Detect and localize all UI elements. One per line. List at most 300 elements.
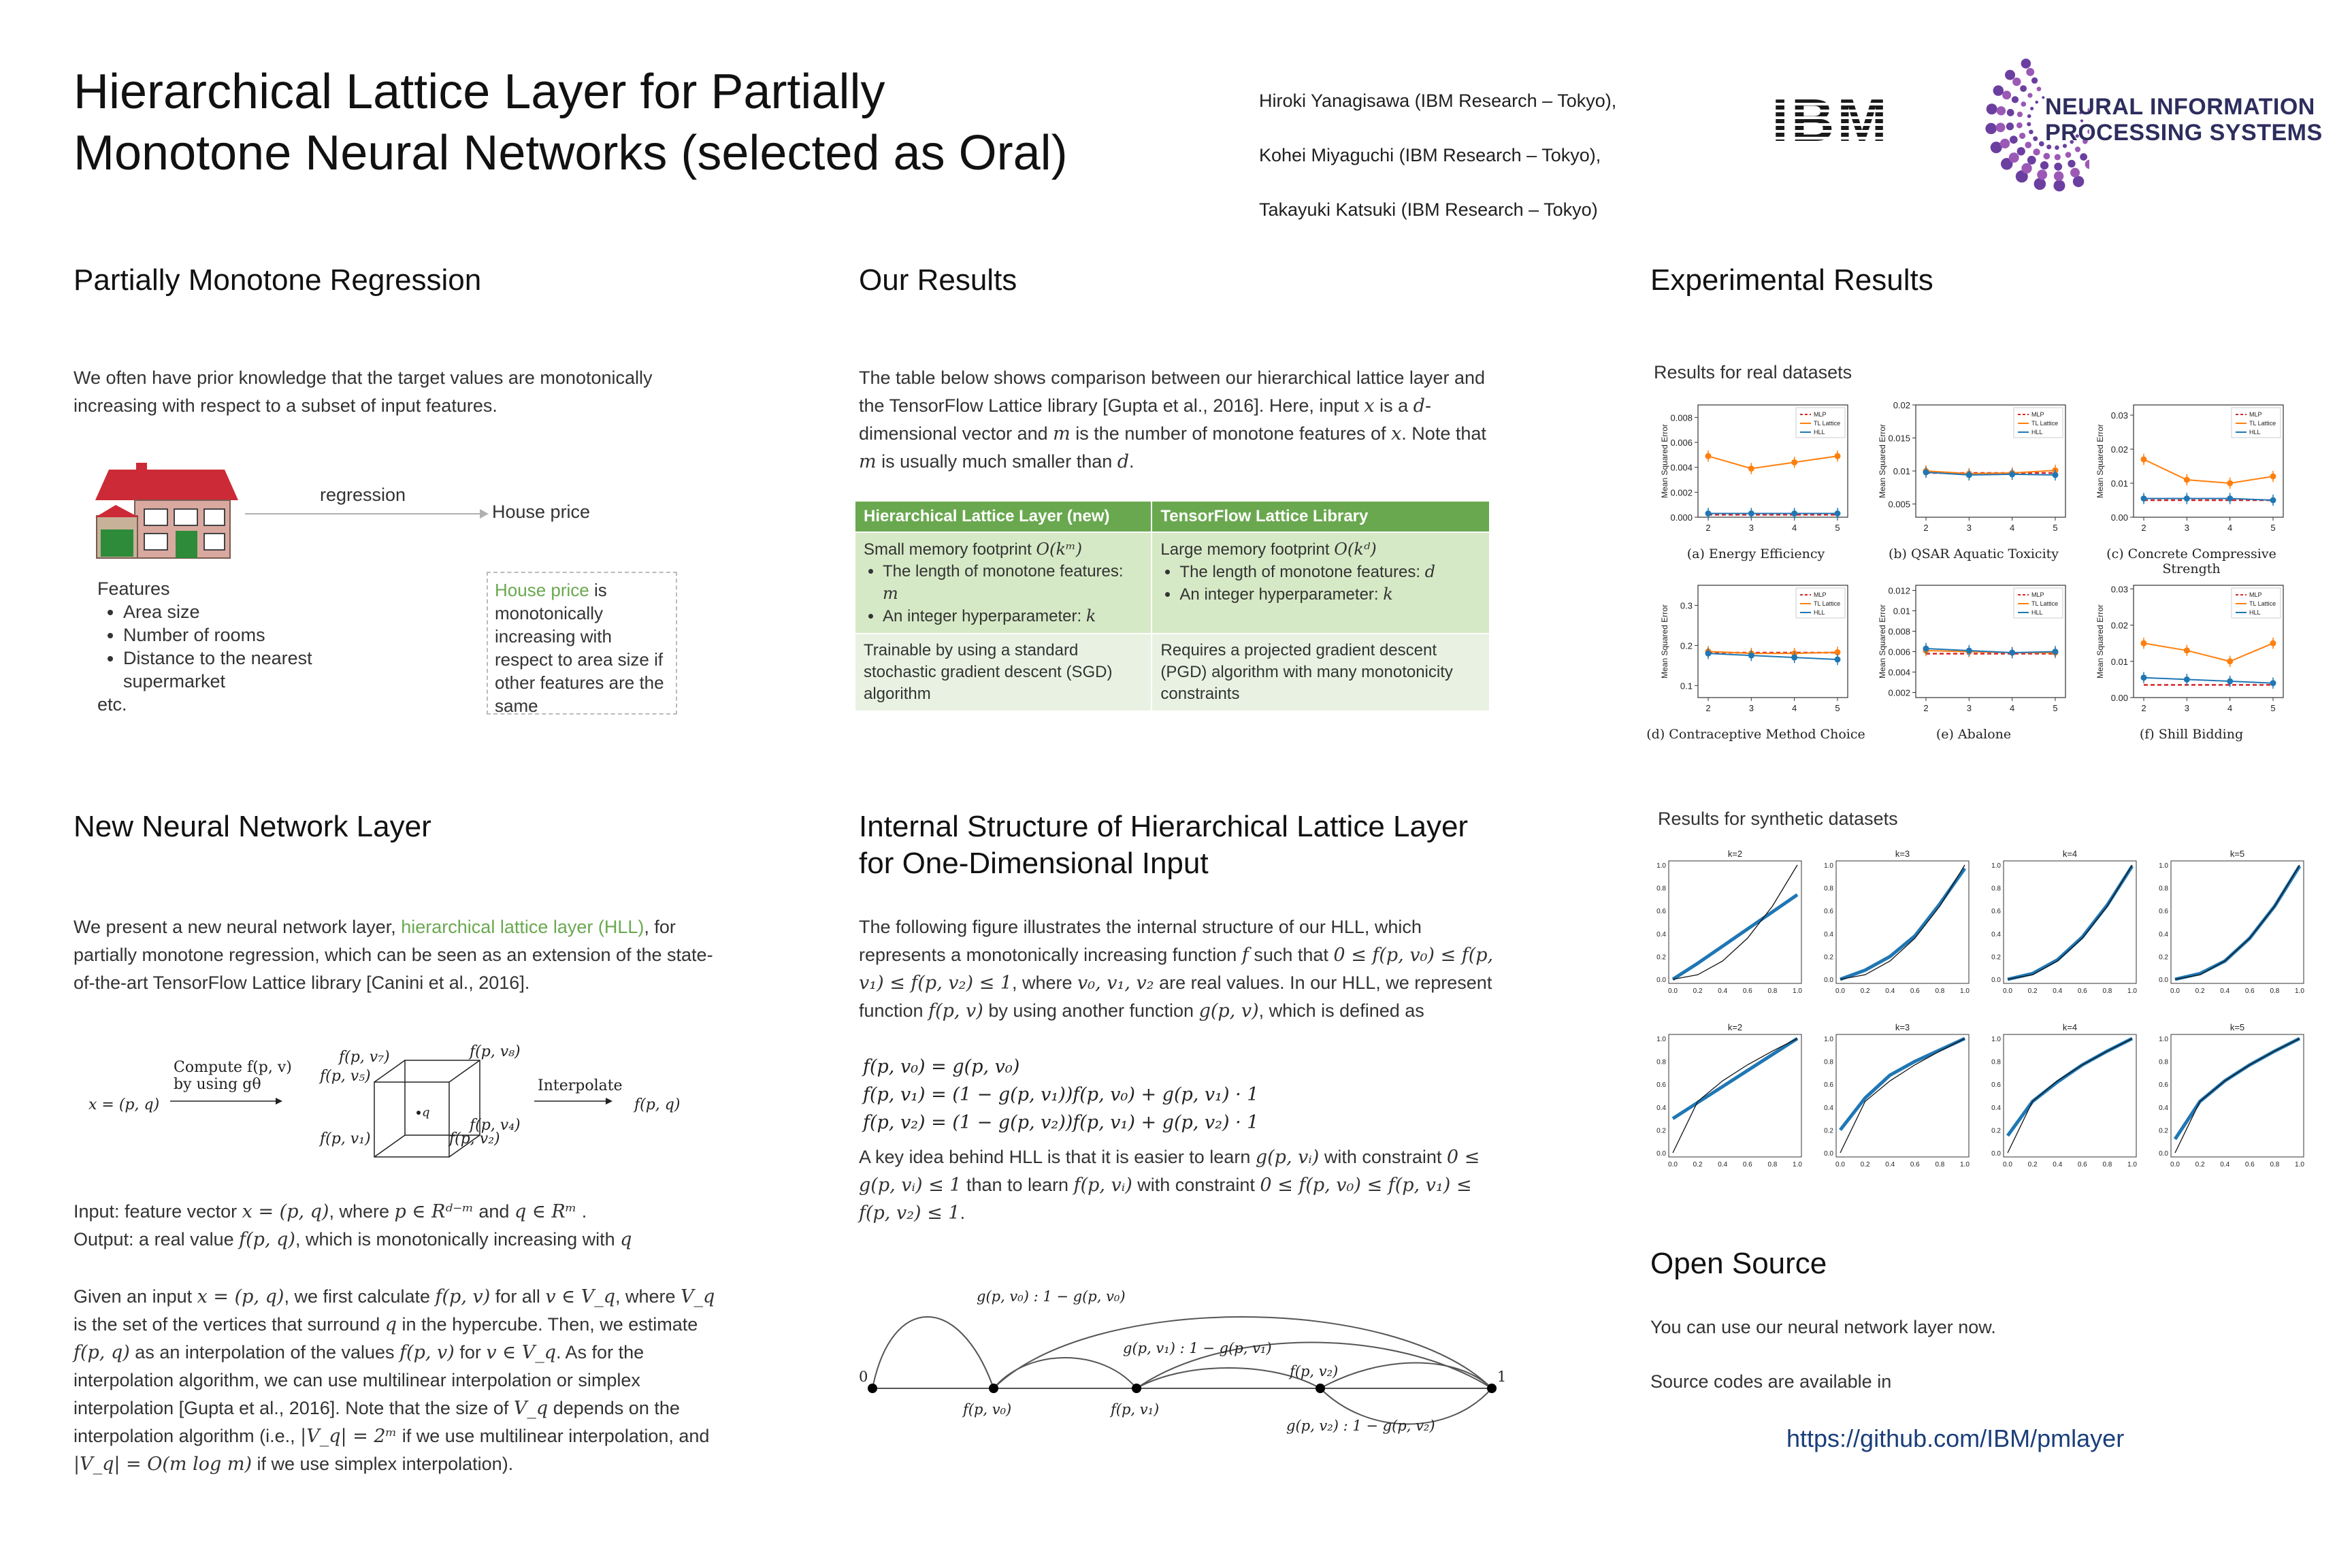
i2-d: with constraint (1132, 1175, 1260, 1195)
open-source-line1: You can use our neural network layer now. (1650, 1317, 1996, 1337)
x-tick-label: 0.0 (2170, 987, 2180, 995)
i2-b: with constraint (1319, 1147, 1447, 1167)
chart-caption: (a) Energy Efficiency (1686, 546, 1825, 561)
github-link[interactable]: https://github.com/IBM/pmlayer (1786, 1424, 2125, 1452)
g-l: if we use simplex interpolation). (252, 1454, 514, 1474)
data-point (2184, 676, 2190, 683)
x-tick-label: 0.6 (2244, 1161, 2255, 1169)
i2-m3: f(p, vᵢ) (1073, 1175, 1132, 1196)
g-k: if we use multilinear interpolation, and (397, 1426, 710, 1446)
chart-caption: (b) QSAR Aquatic Toxicity (1888, 546, 2059, 561)
data-point (1791, 459, 1797, 466)
neurips-dot (2006, 122, 2014, 130)
legend-entry: TL Lattice (2249, 420, 2276, 427)
subplot-title: k=2 (1727, 849, 1743, 859)
data-point (2270, 474, 2276, 480)
x-tick-label: 0.6 (1910, 987, 1920, 995)
plot-frame (1669, 861, 1801, 983)
diagram-v1: f(p, v₁) (320, 1130, 371, 1147)
c2-b2m: k (1383, 585, 1393, 604)
synthetic-chart (1814, 847, 1976, 1007)
pmr-body: We often have prior knowledge that the target values are monotonically increasing with respect to a subset of input features. (74, 368, 653, 416)
data-point (1966, 648, 1972, 654)
legend-entry: MLP (1814, 591, 1827, 598)
neurips-dot (2035, 101, 2038, 104)
c1-b1m: m (883, 584, 898, 603)
y-tick-label: 1.0 (1991, 1036, 2001, 1043)
hypercube-diagram (82, 1041, 708, 1164)
g-m5: q (385, 1314, 397, 1335)
x-tick-label: 0.6 (2077, 1161, 2087, 1169)
y-tick-label: 0.8 (1824, 885, 1833, 893)
y-tick-label: 0.00 (2110, 693, 2128, 703)
x-tick-label: 0.8 (1935, 1161, 1945, 1169)
fig-ratio-0: g(p, v₀) : 1 − g(p, v₀) (977, 1288, 1126, 1305)
input-line (74, 1198, 720, 1226)
table-cell-tfl-memory (1152, 532, 1490, 634)
y-axis-label: Mean Squared Error (1660, 604, 1669, 679)
legend-entry: TL Lattice (2031, 420, 2059, 427)
y-tick-label: 0.2 (2159, 1127, 2168, 1135)
x-tick-label: 0.2 (2027, 1161, 2038, 1169)
neurips-dot (1996, 122, 2006, 132)
x-tick-label: 5 (2053, 703, 2058, 713)
y-tick-label: 0.4 (2159, 1104, 2168, 1112)
x-tick-label: 0.8 (2270, 987, 2280, 995)
g-m9: V_q (513, 1398, 549, 1419)
neurips-dot (2031, 78, 2038, 84)
g-g: as an interpolation of the values (129, 1342, 400, 1362)
c1-math: O(kᵐ) (1036, 540, 1083, 559)
y-tick-label: 0.002 (1670, 487, 1693, 498)
chart-caption: (d) Contraceptive Method Choice (1646, 727, 1865, 742)
y-tick-label: 0.8 (1991, 1058, 2001, 1066)
y-tick-label: 0.0 (2159, 1150, 2168, 1158)
equation-3: f(p, v₂) = (1 − g(p, v₂))f(p, v₁) + g(p, v₂) · 1 (863, 1112, 1259, 1133)
x-tick-label: 0.8 (1935, 987, 1945, 995)
g-m11: |V_q| = O(m log m) (74, 1454, 252, 1475)
note-green: House price (495, 580, 589, 600)
y-tick-label: 0.2 (2159, 953, 2168, 962)
y-tick-label: 0.03 (2110, 584, 2128, 595)
y-tick-label: 0.0 (1991, 977, 2001, 984)
y-tick-label: 1.0 (2159, 862, 2168, 870)
neurips-dot (2065, 152, 2072, 158)
table-cell-hll-training: Trainable by using a standard stochastic gradient descent (SGD) algorithm (855, 634, 1152, 711)
y-tick-label: 0.0 (2159, 977, 2168, 984)
g-m4: V_q (681, 1286, 715, 1307)
results-heading: Our Results (859, 263, 1017, 297)
rb-c: -dimensional vector and (859, 395, 1431, 444)
diagram-x-eq: x = (p, q) (88, 1096, 160, 1113)
x-tick-label: 1.0 (2127, 987, 2137, 995)
subplot-title: k=5 (2230, 1022, 2245, 1032)
neurips-logo-text: NEURAL INFORMATION PROCESSING SYSTEMS (2045, 94, 2323, 146)
legend-entry: MLP (2249, 411, 2262, 418)
input-d: . (576, 1201, 587, 1222)
input-b: , where (329, 1201, 395, 1222)
table-cell-hll-memory (855, 532, 1152, 634)
x-tick-label: 0.4 (1718, 987, 1728, 995)
x-tick-label: 0.0 (1835, 1161, 1845, 1169)
neurips-dot (2017, 112, 2023, 117)
y-tick-label: 0.000 (1670, 512, 1693, 523)
x-tick-label: 1.0 (2295, 1161, 2304, 1169)
y-tick-label: 0.004 (1888, 667, 1910, 678)
x-tick-label: 0.8 (2102, 1161, 2112, 1169)
legend-entry: HLL (2031, 609, 2043, 616)
regression-arrow (245, 504, 490, 524)
internal-p2 (859, 1143, 1495, 1227)
internal-heading: Internal Structure of Hierarchical Lattice Layer for One-Dimensional Input (859, 810, 1469, 880)
features-list (97, 600, 322, 693)
y-tick-label: 0.2 (1991, 1127, 2001, 1135)
neurips-dot (2070, 168, 2080, 178)
y-tick-label: 0.4 (1656, 930, 1666, 938)
plot-frame (1836, 1034, 1969, 1157)
y-tick-label: 0.01 (1893, 466, 1910, 477)
y-tick-label: 0.4 (1824, 930, 1833, 938)
y-axis-label: Mean Squared Error (1660, 424, 1669, 498)
neurips-dot (1993, 85, 2004, 95)
data-point (2141, 640, 2147, 647)
x-tick-label: 4 (2010, 523, 2015, 533)
ibm-logo-text: IBM (1771, 92, 1890, 146)
y-tick-label: 0.3 (1680, 600, 1693, 611)
data-point (2270, 680, 2276, 686)
table-cell-tfl-training: Requires a projected gradient descent (PGD) algorithm with many monotonicity constraints (1152, 634, 1490, 711)
legend-entry: TL Lattice (2031, 600, 2059, 607)
legend-entry: HLL (2031, 429, 2043, 436)
y-tick-label: 0.0 (1656, 977, 1666, 984)
x-tick-label: 0.8 (2102, 987, 2112, 995)
c2-head: Large memory footprint (1160, 540, 1335, 559)
neurips-dot (2002, 91, 2011, 99)
plot-frame (1836, 861, 1969, 983)
data-point (2184, 477, 2190, 483)
legend-entry: MLP (1814, 411, 1827, 418)
y-tick-label: 0.006 (1888, 647, 1910, 657)
y-tick-label: 0.01 (1893, 606, 1910, 617)
note-rest: is monotonically increasing with respect to area size if other features are the same (495, 580, 664, 716)
x-tick-label: 3 (2184, 703, 2189, 713)
neurips-dot (2019, 133, 2025, 139)
input-m3: q ∈ Rᵐ (514, 1201, 577, 1222)
hll-term: hierarchical lattice layer (HLL) (401, 917, 644, 937)
fig-fv0: f(p, v₀) (963, 1401, 1012, 1418)
data-point (2227, 679, 2233, 685)
neurips-dot (2025, 142, 2031, 148)
house-icon (95, 463, 245, 561)
hll-structure-figure (851, 1279, 1518, 1443)
synthetic-chart (1982, 847, 2144, 1007)
neurips-dot (2054, 172, 2063, 181)
neurips-dot (2012, 78, 2021, 86)
fig-zero: 0 (859, 1369, 868, 1385)
y-tick-label: 0.0 (1824, 1150, 1833, 1158)
neurips-dot (2009, 152, 2019, 163)
output-m1: f(p, q) (239, 1229, 295, 1250)
output-b: , which is monotonically increasing with (295, 1229, 621, 1250)
y-tick-label: 1.0 (2159, 1036, 2168, 1043)
neurips-dot (2033, 136, 2038, 141)
legend-entry: TL Lattice (2249, 600, 2276, 607)
x-tick-label: 0.0 (2003, 1161, 2012, 1169)
x-tick-label: 0.4 (1885, 987, 1895, 995)
g-f: in the hypercube. Then, we estimate (397, 1314, 698, 1335)
x-tick-label: 0.0 (1835, 987, 1845, 995)
neurips-dot (2000, 139, 2010, 148)
x-tick-label: 0.4 (2220, 987, 2230, 995)
plot-frame (2004, 861, 2136, 983)
rb-a: The table below shows comparison between our hierarchical lattice layer and the TensorFlow Lattice library [Gupta et al., 2016]. Here, input (859, 368, 1485, 416)
i1-m3: v₀, v₁, v₂ (1077, 973, 1154, 994)
data-point (1791, 510, 1797, 517)
synthetic-datasets-label: Results for synthetic datasets (1658, 808, 1898, 829)
x-tick-label: 0.0 (1668, 1161, 1678, 1169)
y-tick-label: 0.4 (1991, 930, 2001, 938)
x-tick-label: 5 (1835, 523, 1840, 533)
diagram-out: f(p, q) (634, 1096, 681, 1113)
y-tick-label: 0.8 (2159, 885, 2168, 893)
neurips-dot (2007, 109, 2014, 116)
data-point (1791, 655, 1797, 661)
i1-b: such that (1248, 945, 1334, 965)
input-m1: x = (p, q) (242, 1201, 329, 1222)
y-tick-label: 0.8 (1824, 1058, 1833, 1066)
rb-b: is a (1374, 395, 1414, 416)
synthetic-chart (1982, 1021, 2144, 1181)
fig-one: 1 (1497, 1369, 1507, 1385)
chart-caption: (f) Shill Bidding (2139, 727, 2244, 742)
y-tick-label: 0.0 (1824, 977, 1833, 984)
i2-m1: g(p, vᵢ) (1255, 1147, 1320, 1168)
subplot-title: k=4 (2062, 849, 2078, 859)
c1-b2: An integer hyperparameter: (883, 607, 1086, 625)
y-axis-label: Mean Squared Error (2095, 604, 2105, 679)
legend-entry: HLL (2249, 609, 2261, 616)
nnl-heading: New Neural Network Layer (74, 810, 431, 843)
g-m7: f(p, v) (399, 1342, 455, 1363)
c2-b1: The length of monotone features: (1179, 563, 1425, 581)
legend-entry: MLP (2031, 411, 2044, 418)
neurips-dot (2026, 68, 2034, 76)
y-tick-label: 1.0 (1656, 1036, 1666, 1043)
y-tick-label: 0.012 (1888, 585, 1910, 596)
data-point (1705, 651, 1712, 657)
neurips-dot (2012, 96, 2019, 103)
y-tick-label: 0.006 (1670, 438, 1693, 448)
data-point (1748, 466, 1754, 472)
y-tick-label: 0.00 (2110, 512, 2128, 523)
data-point (1835, 657, 1841, 663)
rb-m5: m (859, 451, 877, 472)
diagram-compute: Compute f(p, v) (174, 1059, 292, 1076)
x-tick-label: 0.2 (1860, 987, 1870, 995)
author-3: Takayuki Katsuki (IBM Research – Tokyo) (1259, 199, 1598, 220)
neurips-dot (2055, 146, 2059, 150)
house-price-target: House price (492, 502, 591, 522)
author-2: Kohei Miyaguchi (IBM Research – Tokyo), (1259, 145, 1601, 165)
monotone-note-box (487, 572, 677, 715)
data-point (1748, 653, 1754, 659)
real-chart (1654, 398, 1858, 568)
x-tick-label: 1.0 (1960, 987, 1970, 995)
x-tick-label: 3 (1748, 523, 1754, 533)
fig-fv1: f(p, v₁) (1111, 1401, 1160, 1418)
x-tick-label: 3 (1966, 523, 1972, 533)
i2-a: A key idea behind HLL is that it is easier to learn (859, 1147, 1256, 1167)
x-tick-label: 0.0 (2003, 987, 2012, 995)
neurips-dot (2027, 156, 2036, 165)
neurips-dot (2016, 122, 2023, 129)
neurips-dot (2055, 154, 2061, 160)
i1-m1: f (1241, 945, 1249, 966)
nnl-intro-a: We present a new neural network layer, (74, 917, 402, 937)
plot-frame (2004, 1034, 2136, 1157)
data-point (2053, 649, 2059, 655)
i2-e: . (960, 1203, 966, 1223)
feature-area-size: • Area size (123, 600, 322, 623)
neurips-dot (2030, 107, 2034, 110)
y-tick-label: 1.0 (1991, 862, 2001, 870)
real-chart (1654, 578, 1858, 749)
io-description (74, 1198, 720, 1254)
rb-m6: d (1117, 451, 1130, 472)
x-tick-label: 0.2 (1693, 987, 1703, 995)
legend-entry: HLL (1814, 429, 1825, 436)
i1-e: by using another function (983, 1000, 1199, 1021)
y-tick-label: 0.6 (1991, 908, 2001, 916)
y-tick-label: 0.4 (1991, 1104, 2001, 1112)
y-tick-label: 0.03 (2110, 410, 2128, 421)
neurips-dot (1987, 103, 1997, 114)
y-tick-label: 0.015 (1888, 433, 1910, 444)
features-heading: Features (97, 578, 170, 599)
y-tick-label: 0.1 (1680, 681, 1693, 691)
c1-head: Small memory footprint (864, 540, 1036, 559)
author-list (1259, 60, 1616, 250)
y-tick-label: 0.2 (1680, 640, 1693, 651)
g-b: , we first calculate (284, 1286, 436, 1307)
x-tick-label: 0.4 (2053, 1161, 2063, 1169)
x-tick-label: 4 (1792, 703, 1797, 713)
subplot-title: k=3 (1895, 1022, 1910, 1032)
x-tick-label: 1.0 (2295, 987, 2304, 995)
x-tick-label: 0.6 (2244, 987, 2255, 995)
i1-f: , which is defined as (1258, 1000, 1424, 1021)
real-datasets-label: Results for real datasets (1654, 362, 1852, 382)
c2-b1m: d (1424, 562, 1436, 581)
x-tick-label: 5 (2053, 523, 2058, 533)
x-tick-label: 0.0 (1668, 987, 1678, 995)
neurips-dot (2010, 135, 2018, 144)
x-tick-label: 2 (1705, 703, 1711, 713)
g-a: Given an input (74, 1286, 197, 1307)
diagram-using: by using gθ (174, 1076, 261, 1093)
y-tick-label: 0.6 (2159, 1081, 2168, 1090)
neurips-dot (2085, 160, 2089, 169)
i1-a: The following figure illustrates the internal structure of our HLL, which represents a monotonically increasing function (859, 917, 1422, 965)
g-m6: f(p, q) (74, 1342, 130, 1363)
x-tick-label: 0.6 (1742, 987, 1752, 995)
data-point (2184, 495, 2190, 502)
data-point (2141, 495, 2147, 502)
equations (863, 1053, 1258, 1137)
x-tick-label: 1.0 (1793, 987, 1802, 995)
diagram-q: q (422, 1105, 430, 1120)
diagram-v7: f(p, v₇) (339, 1049, 390, 1066)
neurips-dot (2027, 114, 2031, 118)
y-tick-label: 0.4 (1656, 1104, 1666, 1112)
x-tick-label: 5 (1835, 703, 1840, 713)
i1-m2: 0 ≤ f(p, v₀) ≤ f(p, v₁) ≤ f(p, v₂) ≤ 1 (859, 945, 1494, 994)
rb-m1: x (1364, 395, 1375, 416)
neurips-dot (2017, 147, 2025, 155)
y-tick-label: 0.8 (2159, 1058, 2168, 1066)
neurips-dot (2027, 122, 2031, 126)
g-d: , where (615, 1286, 681, 1307)
data-point (2184, 647, 2190, 653)
ibm-logo (1759, 92, 1902, 146)
data-point (2009, 471, 2015, 477)
diagram-v2: f(p, v₂) (449, 1130, 500, 1147)
data-point (1705, 453, 1712, 459)
diagram-interpolate: Interpolate (538, 1077, 623, 1094)
x-tick-label: 1.0 (1960, 1161, 1970, 1169)
fig-ratio-2: g(p, v₂) : 1 − g(p, v₂) (1286, 1418, 1435, 1434)
table-header-tfl: TensorFlow Lattice Library (1152, 501, 1490, 532)
y-tick-label: 1.0 (1824, 1036, 1833, 1043)
rb-m4: x (1391, 423, 1402, 444)
y-tick-label: 0.02 (1893, 400, 1910, 410)
plot-frame (2171, 861, 2304, 983)
nnl-given-paragraph (74, 1283, 723, 1478)
x-tick-label: 1.0 (1793, 1161, 1802, 1169)
x-tick-label: 0.2 (1860, 1161, 1870, 1169)
feature-rooms: • Number of rooms (123, 623, 322, 647)
y-tick-label: 0.004 (1670, 462, 1693, 473)
data-point (1966, 472, 1972, 478)
data-point (2141, 457, 2147, 463)
y-tick-label: 0.2 (1824, 953, 1833, 962)
data-point (2270, 640, 2276, 647)
x-tick-label: 0.4 (1718, 1161, 1728, 1169)
synthetic-chart (1647, 1021, 1809, 1181)
x-tick-label: 4 (2227, 523, 2233, 533)
plot-frame (1669, 1034, 1801, 1157)
neurips-dot (2021, 163, 2031, 174)
x-tick-label: 0.6 (1910, 1161, 1920, 1169)
x-tick-label: 0.2 (2027, 987, 2038, 995)
neurips-dot (2068, 160, 2075, 167)
input-m2: p ∈ Rᵈ⁻ᵐ (394, 1201, 474, 1222)
neurips-dot (2054, 163, 2062, 171)
g-m8: v ∈ V_q (486, 1342, 557, 1363)
x-tick-label: 0.2 (2195, 1161, 2205, 1169)
y-tick-label: 0.2 (1991, 953, 2001, 962)
open-source-heading: Open Source (1650, 1247, 1827, 1280)
data-point (1748, 510, 1754, 517)
y-tick-label: 0.002 (1888, 687, 1910, 698)
legend-entry: HLL (1814, 609, 1825, 616)
data-point (1835, 510, 1841, 517)
y-tick-label: 1.0 (1656, 862, 1666, 870)
neurips-dot (2037, 169, 2047, 180)
neurips-dot (2027, 93, 2032, 98)
x-tick-label: 3 (1748, 703, 1754, 713)
x-tick-label: 0.4 (2053, 987, 2063, 995)
